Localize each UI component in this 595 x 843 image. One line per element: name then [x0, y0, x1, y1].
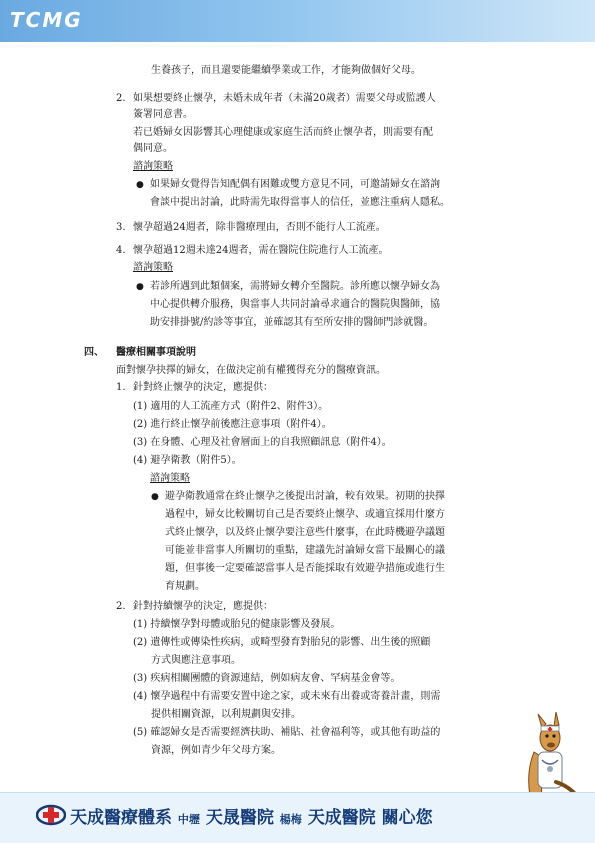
list-number: 3. [116, 222, 126, 233]
text-line: 面對懷孕抉擇的婦女，在做決定前有權獲得充分的醫療資訊。 [116, 365, 386, 376]
list-number: 2. [116, 93, 126, 104]
section-subheading: 諮詢策略 [133, 161, 173, 172]
text-line: 懷孕超過24週者，除非醫療理由，否則不能行人工流產。 [133, 222, 386, 233]
page-header-banner [0, 0, 595, 42]
text-line: 針對終止懷孕的決定，應提供： [133, 382, 273, 393]
text-line: 若診所遇到此類個案，需將婦女轉介至醫院。診所應以懷孕婦女為 [150, 281, 440, 292]
text-line: 若已婚婦女因影響其心理健康或家庭生活而終止懷孕者，則需要有配 [133, 127, 433, 138]
tcmg-logo: TCMG [10, 8, 83, 32]
text-line: 方式與應注意事項。 [151, 655, 241, 666]
hospital-name: 天成醫院 [307, 808, 376, 828]
location-label: 中壢 [177, 813, 200, 826]
text-line: (1) 持續懷孕對母體或胎兒的健康影響及發展。 [133, 619, 341, 630]
section-subheading: 諮詢策略 [133, 262, 173, 273]
text-line: 育規劃。 [165, 581, 205, 592]
text-line: 生養孩子，而且還要能繼續學業或工作，才能夠做個好父母。 [151, 65, 421, 76]
bullet-icon: ● [151, 492, 159, 502]
text-line: (1) 適用的人工流產方式（附件2、附件3）。 [133, 401, 329, 412]
text-line: 可能並非當事人所關切的重點，建議先討論婦女當下最關心的議 [165, 545, 445, 556]
text-line: 提供相關資源，以利規劃與安排。 [151, 709, 301, 720]
text-line: 式終止懷孕，以及終止懷孕要注意些什麼事，在此時機避孕議題 [165, 527, 445, 538]
text-line: (3) 疾病相關團體的資源連結，例如病友會、罕病基金會等。 [133, 673, 401, 684]
list-number: 2. [116, 601, 126, 612]
text-line: (2) 遺傳性或傳染性疾病，或畸型發育對胎兒的影響、出生後的照顧 [133, 637, 431, 648]
bullet-icon: ● [136, 282, 144, 292]
list-number: 1. [116, 382, 126, 393]
text-line: (3) 在身體、心理及社會層面上的自我照顧訊息（附件4）。 [133, 437, 392, 448]
text-line: 懷孕超過12週未達24週者，需在醫院住院進行人工流產。 [133, 245, 389, 256]
text-line: 如果婦女覺得告知配偶有困難或雙方意見不同，可邀請婦女在諮詢 [150, 179, 440, 190]
hospital-cross-logo-icon [36, 800, 66, 830]
text-line: 題，但事後一定要確認當事人是否能採取有效避孕措施或進行生 [165, 563, 445, 574]
bullet-icon: ● [136, 180, 144, 190]
text-line: 過程中，婦女比較關切自己是否要終止懷孕、或適宜採用什麼方 [165, 509, 445, 520]
care-tagline: 關心您 [381, 808, 433, 828]
text-line: 偶同意。 [133, 143, 173, 154]
location-label: 楊梅 [279, 813, 302, 826]
section-heading: 醫療相關事項說明 [116, 347, 196, 358]
section-number: 四、 [84, 347, 104, 358]
text-line: 資源，例如青少年父母方案。 [151, 745, 281, 756]
text-line: (5) 確認婦女是否需要經濟扶助、補貼、社會福利等，或其他有助益的 [133, 727, 441, 738]
footer-slogan [70, 803, 433, 828]
text-line: 助安排掛號/約診等事宜，並確認其有至所安排的醫師門診就醫。 [150, 317, 434, 328]
page-footer [0, 792, 595, 843]
text-line: 如果想要終止懷孕，未婚未成年者（未滿20歲者）需要父母或監護人 [133, 93, 436, 104]
list-number: 4. [116, 245, 126, 256]
text-line: 中心提供轉介服務，與當事人共同討論尋求適合的醫院與醫師，協 [150, 299, 440, 310]
text-line: (4) 避孕衛教（附件5）。 [133, 455, 242, 466]
text-line: 會談中提出討論，此時需先取得當事人的信任，並應注重病人隱私。 [150, 197, 450, 208]
text-line: 簽署同意書。 [133, 109, 193, 120]
hospital-name: 天晟醫院 [205, 808, 274, 828]
text-line: (4) 懷孕過程中有需要安置中途之家，或未來有出養或寄養計畫，則需 [133, 691, 441, 702]
text-line: (2) 進行終止懷孕前後應注意事項（附件4）。 [133, 419, 332, 430]
text-line: 針對持續懷孕的決定，應提供： [133, 601, 273, 612]
text-line: 避孕衛教通常在終止懷孕之後提出討論，較有效果。初期的抉擇 [165, 491, 445, 502]
brand-name: 天成醫療體系 [70, 808, 172, 828]
section-subheading: 諮詢策略 [150, 473, 190, 484]
